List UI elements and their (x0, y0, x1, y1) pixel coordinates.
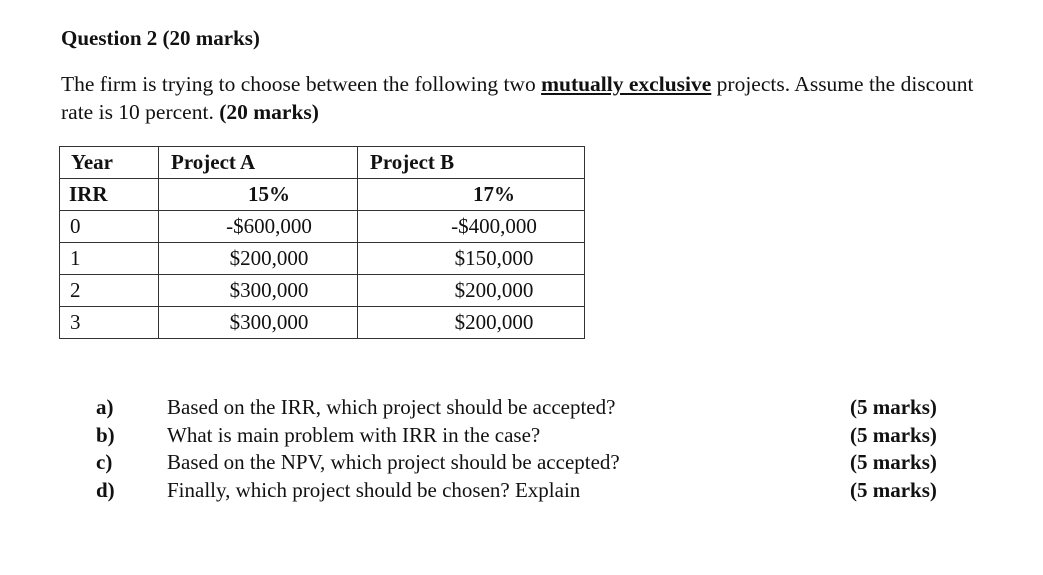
table-row (60, 307, 585, 339)
question-marks: (5 marks) (850, 422, 937, 447)
list-item (0, 477, 1043, 505)
header-project-a: Project A (159, 147, 358, 179)
question-letter: a) (96, 395, 114, 419)
cell-project-b: $150,000 (358, 243, 585, 275)
question-marks: (5 marks) (850, 395, 937, 419)
irr-row (60, 179, 585, 211)
question-marks: (5 marks) (850, 477, 937, 502)
cell-project-a: -$600,000 (159, 211, 358, 243)
irr-project-a: 15% (159, 179, 358, 211)
question-intro (61, 70, 1011, 126)
cell-project-b: -$400,000 (358, 211, 585, 243)
question-marks: (5 marks) (850, 450, 937, 474)
list-item (0, 422, 1043, 450)
intro-marks: (20 marks) (219, 100, 319, 124)
cell-year: 3 (60, 307, 159, 339)
cell-project-b: $200,000 (358, 275, 585, 307)
table-header-row (60, 147, 585, 179)
table-row (60, 211, 585, 243)
question-letter: c) (96, 450, 113, 474)
list-item (0, 449, 1043, 477)
cash-flow-table (59, 146, 585, 339)
cell-year: 2 (60, 275, 159, 307)
question-text: What is main problem with IRR in the case? (167, 422, 541, 447)
cell-project-a: $300,000 (159, 275, 358, 307)
header-year: Year (60, 147, 159, 179)
cell-year: 0 (60, 211, 159, 243)
intro-text-start: The firm is trying to choose between the following two (61, 72, 542, 96)
table-row (60, 275, 585, 307)
irr-project-b: 17% (358, 179, 585, 211)
question-heading: Question 2 (20 marks) (61, 26, 260, 50)
question-text: Based on the IRR, which project should be accepted? (167, 395, 616, 419)
list-item (0, 394, 1043, 422)
intro-text-end: projects. Assume the discount rate is 10 percent. (61, 72, 974, 124)
header-project-b: Project B (358, 147, 585, 179)
irr-label: IRR (60, 179, 159, 211)
question-letter: d) (96, 477, 115, 502)
cell-project-a: $300,000 (159, 307, 358, 339)
question-text: Finally, which project should be chosen? Explain (167, 477, 581, 502)
cell-year: 1 (60, 243, 159, 275)
question-letter: b) (96, 422, 115, 447)
question-text: Based on the NPV, which project should be accepted? (167, 450, 620, 474)
cell-project-a: $200,000 (159, 243, 358, 275)
intro-emphasis: mutually exclusive (541, 72, 712, 96)
cell-project-b: $200,000 (358, 307, 585, 339)
table-row (60, 243, 585, 275)
sub-questions-list (0, 394, 1043, 504)
